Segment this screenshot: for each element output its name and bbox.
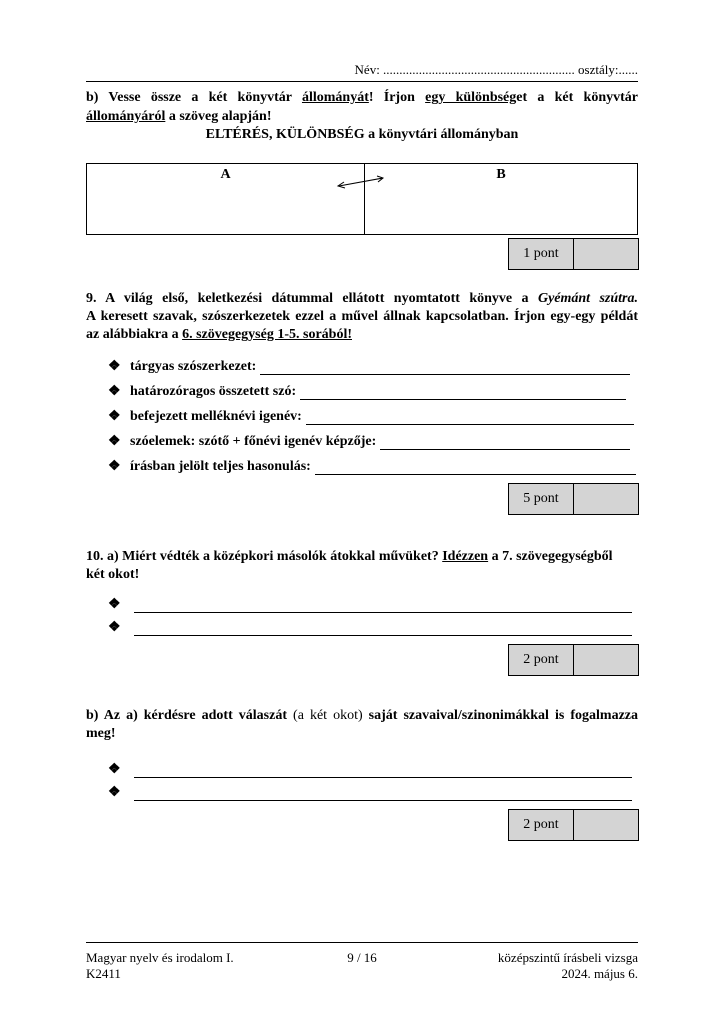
score-input[interactable] [574, 645, 638, 675]
score-box-q10a [508, 644, 639, 676]
q9-item-label: szóelemek: szótő + főnévi igenév képzője: [130, 434, 377, 449]
answer-line[interactable] [134, 621, 632, 636]
q10a-line2: két okot! [86, 567, 140, 582]
footer-left [86, 950, 234, 982]
score-label: 1 pont [509, 239, 574, 269]
q10b-normal: (a két okot) [293, 708, 363, 723]
b1-text-c: et a két könyvtár [516, 90, 638, 105]
answer-line[interactable] [300, 385, 626, 400]
q10a-item-1 [108, 596, 632, 613]
score-input[interactable] [574, 239, 638, 269]
q9-line3 [86, 325, 638, 344]
bullet-icon: ❖ [108, 785, 121, 800]
q10b-text-a: b) Az a) kérdésre adott válaszát [86, 708, 294, 723]
answer-line[interactable] [134, 598, 632, 613]
b1-line1 [86, 88, 638, 107]
q10b-text-b: saját szavaival/szinonimákkal is fogalmazza [362, 708, 638, 723]
q9-italic-title: Gyémánt szútra. [537, 291, 638, 306]
score-box-b1 [508, 238, 639, 270]
b1-underline-2: egy különbség [425, 90, 517, 105]
bullet-icon: ❖ [108, 384, 121, 399]
answer-line[interactable] [306, 410, 634, 425]
footer-right [498, 950, 638, 982]
q9-item-label: tárgyas szószerkezet: [130, 359, 257, 374]
q9-underline: 6. szövegegység 1-5. sorából! [182, 327, 352, 342]
q9-text-b: az alábbiakra a [86, 327, 183, 342]
score-box-q10b [508, 809, 639, 841]
q9-item-5 [108, 458, 636, 475]
b1-text-b: ! Írjon [368, 90, 426, 105]
bullet-icon: ❖ [108, 409, 121, 424]
bullet-icon: ❖ [108, 459, 121, 474]
name-class-line: Név: ........................................................... osztály:...... [354, 62, 638, 77]
score-label: 2 pont [509, 645, 574, 675]
q9-item-1 [108, 358, 630, 375]
score-input[interactable] [574, 484, 638, 514]
answer-line[interactable] [260, 360, 630, 375]
footer-rule [86, 942, 638, 943]
q9-item-3 [108, 408, 634, 425]
q10b-item-1 [108, 761, 632, 778]
footer-code: K2411 [86, 966, 121, 981]
footer-subject: Magyar nyelv és irodalom I. [86, 950, 234, 965]
q9-item-4 [108, 433, 630, 450]
column-b-label: B [496, 167, 506, 182]
footer-date: 2024. május 6. [561, 966, 638, 981]
answer-line[interactable] [380, 435, 630, 450]
q9-item-label: határozóragos összetett szó: [130, 384, 297, 399]
bullet-icon: ❖ [108, 359, 121, 374]
q10a-item-2 [108, 619, 632, 636]
page-number: 9 / 16 [347, 950, 377, 965]
q9-text-a: 9. A világ első, keletkezési dátummal ellátott nyomtatott könyve a [86, 291, 538, 306]
q9-line2: A keresett szavak, szószerkezetek ezzel a művel állnak kapcsolatban. Írjon egy-egy példát [86, 309, 638, 324]
q10a-line1 [86, 547, 638, 566]
column-b[interactable] [365, 164, 638, 235]
q9-item-label: befejezett melléknévi igenév: [130, 409, 302, 424]
b1-underline-3: állományáról [86, 109, 166, 124]
answer-line[interactable] [315, 460, 636, 475]
q9-item-label: írásban jelölt teljes hasonulás: [130, 459, 311, 474]
bullet-icon: ❖ [108, 434, 121, 449]
bullet-icon: ❖ [108, 620, 121, 635]
footer-exam: középszintű írásbeli vizsga [497, 950, 638, 965]
answer-line[interactable] [134, 763, 632, 778]
answer-line[interactable] [134, 786, 632, 801]
score-label: 2 pont [509, 810, 574, 840]
q10b-line2: meg! [86, 726, 116, 741]
score-input[interactable] [574, 810, 638, 840]
score-label: 5 pont [509, 484, 574, 514]
q9-item-2 [108, 383, 626, 400]
b1-subtitle: ELTÉRÉS, KÜLÖNBSÉG a könyvtári állományban [205, 127, 519, 142]
q9-line1 [86, 289, 638, 308]
column-a-label: A [220, 167, 231, 182]
column-a[interactable] [87, 164, 365, 235]
q10b-item-2 [108, 784, 632, 801]
q10a-text-a: 10. a) Miért védték a középkori másolók átokkal művüket? [86, 549, 443, 564]
double-arrow-icon [335, 173, 387, 191]
bullet-icon: ❖ [108, 762, 121, 777]
q10a-text-b: a 7. szövegegységből [488, 549, 613, 564]
b1-text-a: b) Vesse össze a két könyvtár [86, 90, 302, 105]
b1-line2 [86, 107, 638, 126]
header-rule [86, 81, 638, 82]
q10b-line1 [86, 706, 638, 725]
b1-underline-1: állományát [301, 90, 369, 105]
b1-text-d: a szöveg alapján! [165, 109, 272, 124]
score-box-q9 [508, 483, 639, 515]
bullet-icon: ❖ [108, 597, 121, 612]
q10a-underline: Idézzen [442, 549, 489, 564]
